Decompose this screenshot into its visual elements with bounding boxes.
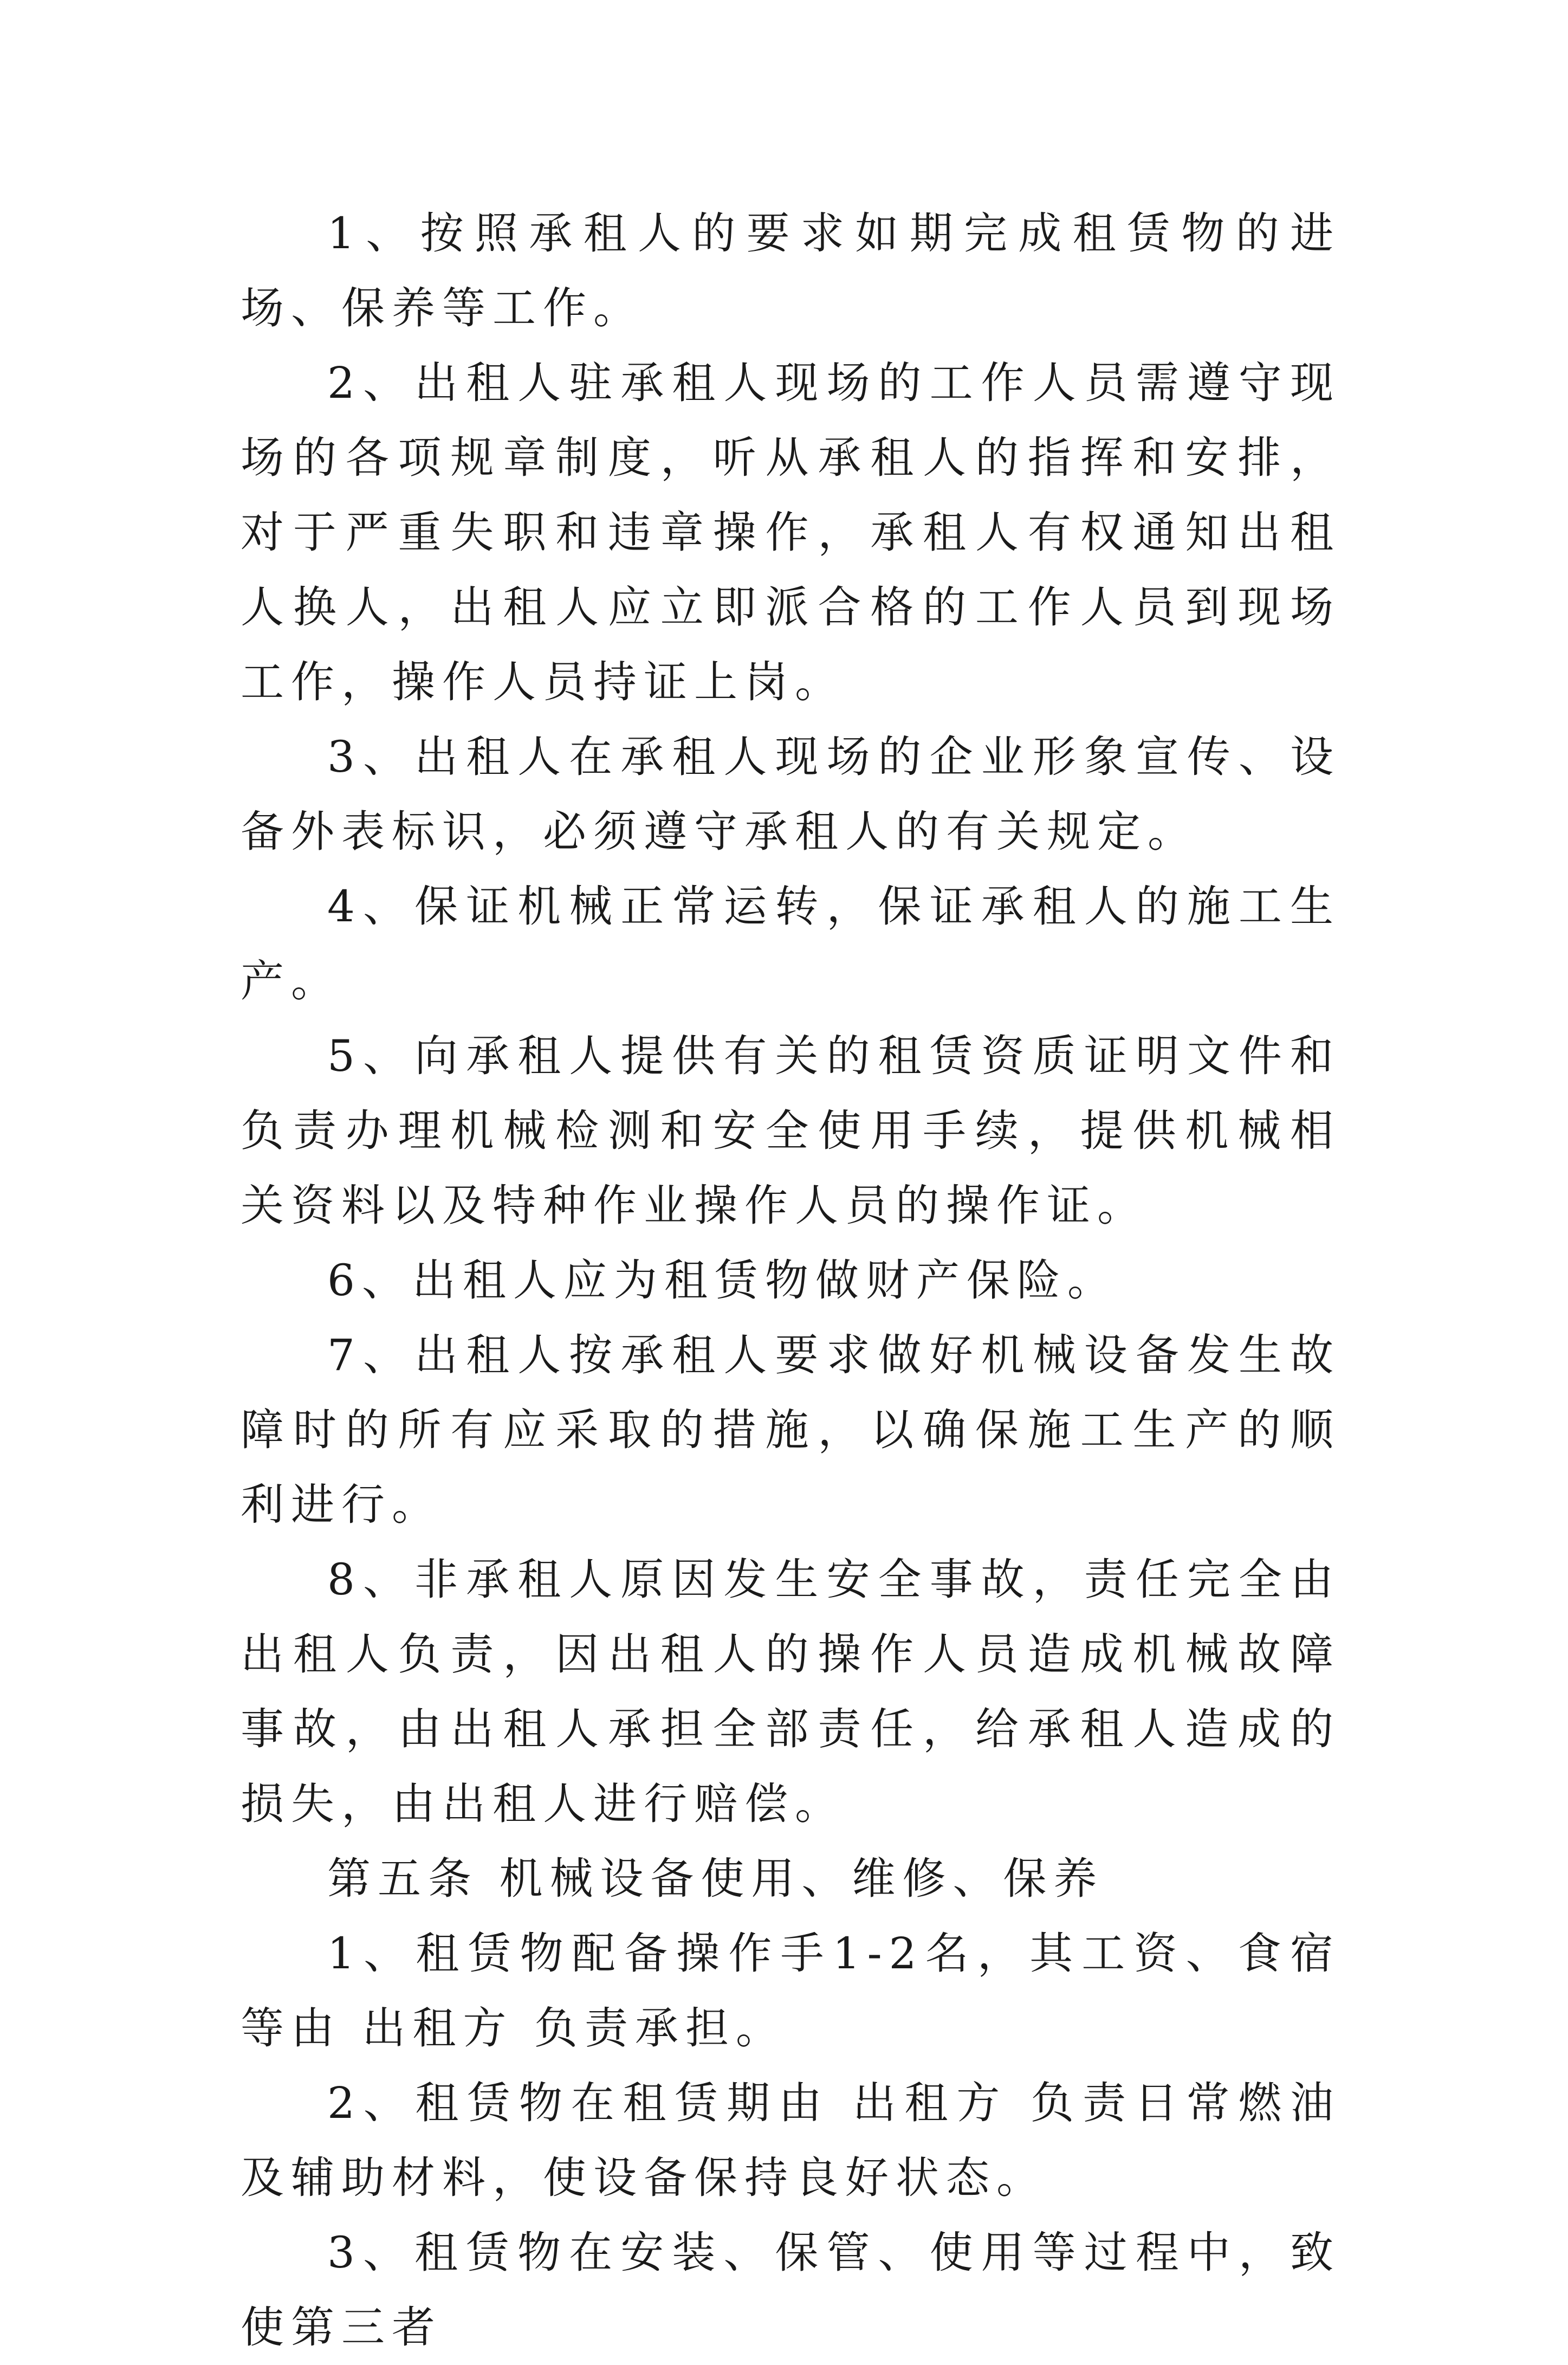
paragraph-clause-4: 4、保证机械正常运转，保证承租人的施工生产。 [241,881,1340,1006]
paragraph-clause-7: 7、出租人按承租人要求做好机械设备发生故障时的所有应采取的措施，以确保施工生产的顺利进行。 [241,1330,1340,1530]
paragraph-article-5-clause-1: 1、租赁物配备操作手1-2名，其工资、食宿等由 出租方 负责承担。 [241,1928,1340,2053]
paragraph-clause-3: 3、出租人在承租人现场的企业形象宣传、设备外表标识，必须遵守承租人的有关规定。 [241,732,1340,857]
paragraph-clause-6: 6、出租人应为租赁物做财产保险。 [327,1255,1118,1306]
paragraph-clause-5: 5、向承租人提供有关的租赁资质证明文件和负责办理机械检测和安全使用手续，提供机械相关资料以及特种作业操作人员的操作证。 [241,1031,1340,1231]
paragraph-clause-8: 8、非承租人原因发生安全事故，责任完全由出租人负责，因出租人的操作人员造成机械故障事故，由出租人承担全部责任，给承租人造成的损失，由出租人进行赔偿。 [241,1554,1340,1829]
paragraph-article-5-clause-2: 2、租赁物在租赁期由 出租方 负责日常燃油及辅助材料，使设备保持良好状态。 [241,2078,1340,2203]
paragraph-clause-2: 2、出租人驻承租人现场的工作人员需遵守现场的各项规章制度，听从承租人的指挥和安排，对于严重失职和违章操作，承租人有权通知出租人换人，出租人应立即派合格的工作人员到现场工作，操作人员持证上岗。 [241,358,1340,707]
paragraph-clause-1: 1、按照承租人的要求如期完成租赁物的进场、保养等工作。 [241,208,1340,333]
section-heading-article-5: 第五条 机械设备使用、维修、保养 [327,1853,1104,1904]
paragraph-article-5-clause-3: 3、租赁物在安装、保管、使用等过程中，致使第三者 [241,2227,1340,2353]
document-body [241,196,1340,2365]
